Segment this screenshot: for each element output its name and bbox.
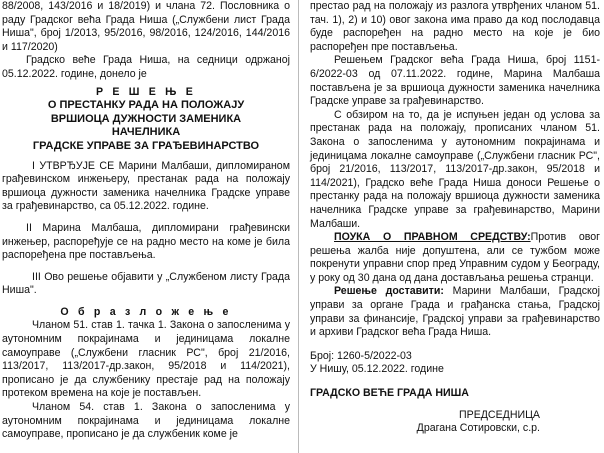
decision-item-3: III Ово решење објавити у „Службеном листу Града Ниша". — [2, 270, 290, 297]
reasoning-continuation: престао рад на положају из разлога утврђених чланом 51. тач. 1), 2) и 10) овог закона има право да код послодавца буде распоређен на радно место на које је био распоређен пре постављења. — [310, 0, 600, 53]
item-1-text: УТВРЂУЈЕ СЕ Марини Малбаши, дипломираном грађевинском инжењеру, престанак рада на положају вршиоца дужности заменика начелника Градске управе за грађевинарство, са 05.12.2022. године. — [2, 159, 290, 213]
reasoning-heading: О б р а з л о ж е њ е — [60, 305, 232, 318]
delivery-list — [310, 285, 600, 339]
legal-remedy-label: ПОУКА О ПРАВНОМ СРЕДСТВУ: — [334, 231, 531, 244]
document-number: Број: 1260-5/2022-03 — [310, 349, 412, 362]
preamble-council: Градско веће Града Ниша, на седници одржаној 05.12.2022. године, донело је — [2, 54, 290, 80]
legal-remedy — [310, 231, 600, 285]
president-title: ПРЕДСЕДНИЦА — [459, 408, 540, 421]
decision-title-line-4: ГРАДСКЕ УПРАВЕ ЗА ГРАЂЕВИНАРСТВО — [32, 139, 260, 152]
right-column — [310, 0, 600, 436]
decision-heading: Р Е Ш Е Њ Е — [95, 85, 197, 98]
delivery-text: Марини Малбаши, Градској управи за органе Града и грађанска стања, Градској управи за финансије, Градској управи за грађевинарство и архиви Градског већа Града Ниша. — [310, 285, 601, 339]
decision-item-2: II Марина Малбаша, дипломирани грађевински инжењер, распоређује се на радно место на коме је била распоређена пре постављења. — [2, 221, 290, 262]
column-divider — [298, 0, 299, 453]
left-column — [2, 0, 290, 442]
reasoning-appointment: Решењем Градског већа Града Ниша, број 1151-6/2022-03 од 07.11.2022. године, Марина Малбаша постављена је за вршиоца дужности заменика начелника Градске управе за грађевинарство. — [310, 54, 600, 108]
decision-title-line-3: НАЧЕЛНИКА — [111, 126, 181, 139]
reasoning-paragraph-1: Чланом 51. став 1. тачка 1. Закона о запосленима у аутономним покрајинама и јединицама локалне самоуправе („Службени гласник РС", број 21/2016, 113/2017, 113/2017-др.закон, 95/2018 и 114/2021), прописано је да службенику престаје рад на положају протеком времена на које је постављен. — [2, 319, 290, 400]
delivery-label: Решење доставити: — [334, 285, 444, 298]
item-1-numeral: I — [32, 159, 35, 172]
place-and-date: У Нишу, 05.12.2022. године — [310, 363, 444, 376]
decision-title-line-2: ВРШИОЦА ДУЖНОСТИ ЗАМЕНИКА — [50, 112, 242, 125]
council-name: ГРАДСКО ВЕЋЕ ГРАДА НИША — [310, 387, 469, 400]
president-name: Драгана Сотировски, с.р. — [416, 422, 540, 435]
preamble-continuation: 88/2008, 143/2016 и 18/2019) и члана 72. Пословника о раду Градског већа Града Ниша („Службени лист Града Ниша", број 1/2013, 95/2016, 98/2016, 124/2016, 144/2016 и 117/2020) — [2, 0, 290, 53]
legal-remedy-text: Против овог решења жалба није допуштена, али се тужбом може покренути управни спор пред Управним судом у Београду, у року од 30 дана од дана достављања решења странци. — [310, 231, 600, 284]
decision-title-line-1: О ПРЕСТАНКУ РАДА НА ПОЛОЖАЈУ — [47, 99, 245, 112]
decision-item-1 — [2, 160, 290, 214]
reasoning-conclusion: С обзиром на то, да је испуњен један од услова за престанак рада на положају, прописаних чланом 51. Закона о запосленима у аутономним покрајинама и јединицама локалне самоуправе („Службени гласник РС", број 21/2016, 113/2017, 113/2017-др.закон, 95/2018 и 114/2021), Градско веће Града Ниша доноси Решење о престанку рада на положају вршиоца дужности заменика начелника Градске управе за грађевинарство, Марини Малбаши. — [310, 108, 600, 230]
reasoning-paragraph-2: Чланом 54. став 1. Закона о запосленима у аутономним покрајинама и јединицама локалне самоуправе, прописано је да службеник коме је — [2, 401, 290, 441]
